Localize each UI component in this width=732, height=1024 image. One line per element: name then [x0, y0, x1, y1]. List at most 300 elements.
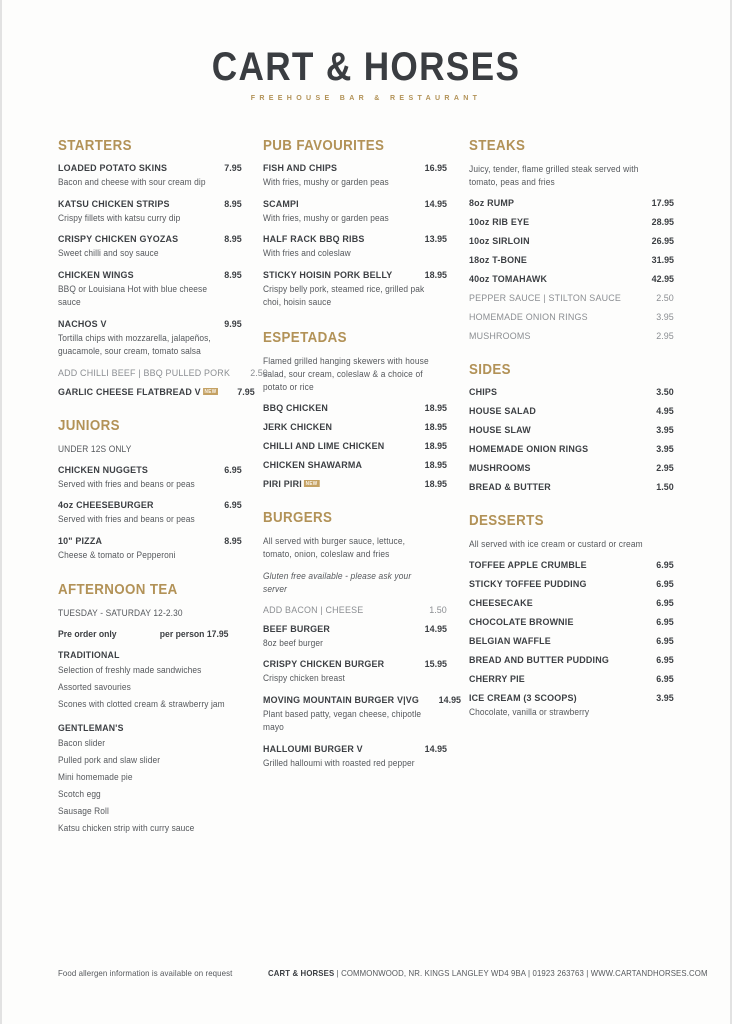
menu-item — [469, 312, 674, 323]
menu-item-row — [58, 536, 241, 547]
menu-item-name-text: CHICKEN WINGS — [58, 269, 134, 281]
menu-item-name — [263, 744, 363, 755]
menu-item-price: 3.95 — [656, 312, 674, 324]
section-heading: ESPETADAS — [263, 329, 348, 346]
menu-item-price: 2.95 — [656, 331, 674, 343]
menu-item-name — [469, 482, 551, 493]
allergen-note: Food allergen information is available on request — [58, 968, 233, 978]
menu-item-name-text: CRISPY CHICKEN GYOZAS — [58, 234, 179, 245]
menu-item-name — [58, 234, 178, 245]
menu-item — [263, 624, 446, 651]
menu-item-name — [469, 236, 530, 247]
menu-item-price: 16.95 — [424, 163, 447, 174]
menu-item-name — [469, 312, 588, 323]
menu-item — [469, 463, 674, 474]
menu-item-name-text: CHICKEN NUGGETS — [58, 464, 149, 476]
menu-item-name-text: 10" PIZZA — [58, 535, 103, 547]
menu-item-name-text: KATSU CHICKEN STRIPS — [58, 198, 170, 210]
menu-item-name — [469, 425, 531, 436]
menu-columns — [58, 138, 674, 840]
menu-item-name — [58, 368, 230, 379]
section-heading: BURGERS — [263, 509, 333, 526]
menu-item-name — [263, 460, 362, 471]
menu-item-name — [469, 331, 531, 342]
menu-item-row — [469, 198, 674, 209]
menu-section — [263, 138, 446, 310]
menu-item-name-text: 10oz SIRLOIN — [468, 236, 530, 248]
menu-item-price: 14.95 — [424, 198, 447, 210]
menu-item — [469, 198, 674, 209]
menu-item-row — [58, 319, 241, 330]
menu-item-name — [469, 693, 577, 704]
menu-item-row — [263, 479, 446, 490]
menu-item-row — [263, 441, 446, 452]
menu-item — [58, 163, 241, 190]
menu-item — [469, 236, 674, 247]
item-group-line: Scotch egg — [58, 788, 101, 799]
menu-item-description: Tortilla chips with mozzarella, jalapeños, guacamole, sour cream, tomato salsa — [58, 332, 211, 356]
menu-item-description: Chocolate, vanilla or strawberry — [468, 707, 589, 718]
menu-item-name-text: 8oz RUMP — [468, 198, 514, 210]
menu-item-price: 2.95 — [656, 463, 674, 475]
footer-address: COMMONWOOD, NR. KINGS LANGLEY WD4 9BA — [340, 968, 526, 978]
menu-item — [469, 655, 674, 666]
menu-item-name-text: CHEESECAKE — [468, 598, 533, 610]
menu-item-name — [58, 500, 154, 511]
menu-section — [469, 138, 674, 342]
menu-item-name — [58, 199, 170, 210]
menu-item-name-text: CHILLI AND LIME CHICKEN — [263, 440, 385, 452]
menu-item-price: 13.95 — [424, 234, 447, 245]
menu-item-row — [469, 406, 674, 417]
menu-item-name-text: BBQ CHICKEN — [263, 402, 329, 414]
menu-item-price: 18.95 — [424, 402, 447, 414]
item-group-line: Sausage Roll — [58, 805, 109, 816]
menu-item — [263, 441, 446, 452]
menu-item — [469, 579, 674, 590]
menu-item-row — [58, 234, 241, 245]
menu-item-name-text: NACHOS V — [58, 318, 107, 330]
menu-item-price: 6.95 — [656, 617, 674, 629]
menu-item-price: 3.50 — [656, 387, 674, 399]
menu-item-name — [58, 270, 134, 281]
menu-item-name-text: MUSHROOMS — [468, 463, 531, 475]
menu-item — [469, 425, 674, 436]
menu-item-name-text: STICKY HOISIN PORK BELLY — [263, 269, 393, 281]
menu-item — [469, 293, 674, 304]
menu-item-name-text: GARLIC CHEESE FLATBREAD V — [58, 386, 201, 398]
menu-item-name-text: HOUSE SLAW — [468, 425, 531, 437]
menu-item-price: 15.95 — [424, 659, 447, 671]
section-subtitle: Juicy, tender, flame grilled steak served with tomato, peas and fries — [468, 164, 639, 188]
menu-item-name — [469, 387, 497, 398]
menu-item-description: Served with fries and beans or peas — [58, 478, 195, 489]
menu-item-price: 2.50 — [250, 367, 268, 379]
item-group-line: Katsu chicken strip with curry sauce — [58, 822, 195, 833]
menu-item-price: 7.95 — [237, 386, 256, 398]
menu-item-description: With fries, mushy or garden peas — [263, 177, 390, 187]
menu-item-row — [469, 579, 674, 590]
menu-item — [263, 422, 446, 433]
menu-section — [58, 418, 241, 563]
menu-item-price: 3.95 — [656, 425, 674, 437]
menu-item-row — [263, 605, 446, 616]
menu-item-price: 6.95 — [223, 464, 242, 476]
section-meta-row — [58, 629, 228, 639]
menu-item — [58, 386, 256, 398]
menu-item-name — [469, 198, 514, 209]
menu-column — [58, 138, 268, 840]
menu-item-row — [469, 312, 674, 323]
menu-item-row — [58, 199, 241, 210]
menu-item-row — [469, 217, 674, 228]
menu-item-row — [263, 460, 446, 471]
menu-item-name — [469, 293, 621, 304]
menu-column — [263, 138, 468, 840]
menu-item — [263, 744, 446, 771]
menu-item-name-text: JERK CHICKEN — [263, 421, 333, 433]
menu-item-name-text: ADD BACON | CHEESE — [263, 604, 364, 616]
menu-item-name — [58, 465, 148, 476]
menu-item-price: 8.95 — [223, 269, 242, 281]
menu-item-name-text: HALLOUMI BURGER V — [263, 743, 364, 755]
new-badge: NEW — [204, 388, 217, 395]
menu-item-name-text: HOUSE SALAD — [468, 406, 536, 418]
menu-item-row — [263, 234, 446, 245]
menu-item-price: 1.50 — [429, 604, 447, 616]
menu-item-name-text: BREAD AND BUTTER PUDDING — [468, 655, 609, 667]
menu-item-name — [58, 319, 107, 330]
menu-item-row — [469, 655, 674, 666]
menu-item-name-text: HALF RACK BBQ RIBS — [263, 234, 365, 245]
menu-item-name-text: CRISPY CHICKEN BURGER — [263, 659, 385, 671]
menu-item-description: Crispy belly pork, steamed rice, grilled pak choi, hoisin sauce — [263, 283, 425, 307]
menu-item-name-text: CHOCOLATE BROWNIE — [468, 617, 574, 629]
menu-item-row — [263, 199, 446, 210]
menu-item — [469, 693, 674, 720]
menu-item — [263, 659, 446, 686]
menu-item-row — [469, 444, 674, 455]
footer-sep-1: | — [333, 968, 341, 978]
menu-item-price: 9.95 — [223, 318, 242, 330]
section-heading: JUNIORS — [58, 417, 120, 434]
menu-item-name-text: MOVING MOUNTAIN BURGER V|VG — [263, 694, 420, 706]
menu-item-description: With fries and coleslaw — [263, 248, 352, 258]
menu-item-name-text: TOFFEE APPLE CRUMBLE — [468, 560, 587, 572]
menu-item-name-text: SCAMPI — [263, 198, 300, 210]
menu-item-name-text: PIRI PIRI — [263, 478, 303, 490]
menu-item-row — [263, 422, 446, 433]
menu-item-name — [469, 598, 533, 609]
menu-item-price: 2.50 — [656, 293, 674, 305]
menu-item-row — [469, 674, 674, 685]
menu-item — [58, 270, 241, 310]
menu-item-name — [469, 274, 547, 285]
menu-item-price: 6.95 — [656, 579, 674, 591]
menu-item — [469, 387, 674, 398]
menu-item-row — [263, 659, 446, 670]
menu-item-price: 8.95 — [223, 234, 242, 245]
menu-item-row — [263, 624, 446, 635]
menu-item — [469, 598, 674, 609]
menu-item-price: 14.95 — [424, 623, 447, 635]
menu-item-row — [58, 270, 241, 281]
footer-phone: 01923 263763 — [532, 968, 584, 978]
menu-item-row — [58, 500, 241, 511]
menu-item-price: 42.95 — [651, 274, 674, 286]
menu-item-price: 6.95 — [656, 655, 674, 667]
menu-item-name — [263, 422, 332, 433]
menu-item-row — [58, 386, 256, 398]
menu-item — [263, 234, 446, 261]
menu-item-name — [263, 624, 330, 635]
menu-item-name — [58, 163, 167, 174]
menu-item-price: 6.95 — [656, 674, 674, 686]
menu-section — [58, 582, 241, 835]
menu-section — [263, 330, 446, 490]
menu-item-name — [469, 444, 588, 455]
menu-item-row — [469, 236, 674, 247]
menu-item-name-text: 18oz T-BONE — [468, 255, 527, 267]
menu-item-name-text: ADD CHILLI BEEF | BBQ PULLED PORK — [58, 367, 231, 379]
item-group-line: Selection of freshly made sandwiches — [58, 665, 202, 676]
menu-item-name — [58, 387, 218, 398]
menu-item-name-text: HOMEMADE ONION RINGS — [468, 312, 588, 324]
menu-item-row — [469, 425, 674, 436]
section-meta-left: Pre order only — [58, 629, 117, 640]
item-group-line: Mini homemade pie — [58, 771, 133, 782]
section-subtitle: UNDER 12S ONLY — [58, 443, 132, 454]
menu-item-name-text: PEPPER SAUCE | STILTON SAUCE — [468, 293, 621, 305]
new-badge: NEW — [305, 480, 318, 487]
menu-item-row — [469, 274, 674, 285]
menu-item-name-text: LOADED POTATO SKINS — [58, 163, 168, 174]
menu-item-row — [263, 163, 446, 174]
menu-item-description: Sweet chilli and soy sauce — [58, 248, 159, 258]
menu-item-name — [469, 463, 531, 474]
menu-item-name-text: CHERRY PIE — [468, 674, 525, 686]
section-heading: DESSERTS — [468, 513, 544, 530]
menu-item-description: Crispy chicken breast — [263, 673, 346, 684]
menu-item — [263, 163, 446, 190]
menu-item-price: 18.95 — [424, 269, 447, 281]
menu-item-price: 14.95 — [424, 743, 447, 755]
menu-footer — [58, 968, 708, 978]
menu-item-row — [263, 403, 446, 414]
menu-item-name-text: ICE CREAM (3 SCOOPS) — [468, 693, 577, 705]
menu-item-price: 6.95 — [656, 636, 674, 648]
menu-item-name-text: FISH AND CHIPS — [263, 163, 338, 174]
menu-item-price: 7.95 — [223, 163, 242, 174]
menu-item-name — [58, 536, 102, 547]
menu-item-price: 18.95 — [424, 421, 447, 433]
section-subtitle: TUESDAY - SATURDAY 12-2.30 — [58, 608, 183, 619]
section-heading: STEAKS — [468, 138, 525, 154]
menu-item-price: 18.95 — [424, 459, 447, 471]
menu-item-description: Bacon and cheese with sour cream dip — [58, 177, 206, 187]
menu-item-price: 26.95 — [651, 236, 674, 248]
menu-item — [263, 694, 462, 735]
section-heading: SIDES — [468, 362, 511, 379]
menu-item-price: 3.95 — [656, 444, 674, 456]
section-heading: AFTERNOON TEA — [58, 582, 178, 599]
menu-item — [58, 319, 241, 359]
item-group-title: GENTLEMAN'S — [58, 721, 124, 733]
menu-item-name — [469, 579, 587, 590]
venue-contact-line — [268, 968, 708, 978]
section-subtitle: All served with burger sauce, lettuce, tomato, onion, coleslaw and fries — [263, 535, 406, 559]
menu-item-description: Served with fries and beans or peas — [58, 514, 195, 525]
menu-item — [469, 636, 674, 647]
menu-item-price: 8.95 — [223, 535, 242, 547]
section-meta-right: per person 17.95 — [159, 629, 229, 640]
menu-item — [263, 605, 446, 616]
item-group-title: TRADITIONAL — [58, 649, 120, 661]
item-group-line: Scones with clotted cream & strawberry jam — [58, 698, 225, 709]
menu-item-price: 18.95 — [424, 478, 447, 490]
menu-item — [469, 674, 674, 685]
menu-item — [58, 367, 268, 379]
menu-item-name — [263, 270, 392, 281]
menu-item — [469, 560, 674, 571]
menu-item-name — [469, 674, 525, 685]
menu-item-price: 17.95 — [651, 198, 674, 210]
item-group-line: Bacon slider — [58, 737, 106, 748]
menu-item — [469, 217, 674, 228]
menu-item-price: 31.95 — [651, 255, 674, 267]
menu-section — [469, 513, 674, 720]
menu-item — [263, 199, 446, 226]
menu-item-name — [263, 234, 365, 245]
menu-item-price: 18.95 — [424, 440, 447, 452]
menu-item-name-text: 40oz TOMAHAWK — [468, 274, 547, 286]
menu-item-name — [263, 479, 319, 490]
menu-item — [263, 270, 446, 310]
item-group-line: Assorted savouries — [58, 682, 131, 693]
menu-item — [469, 482, 674, 493]
item-group-line: Pulled pork and slaw slider — [58, 754, 161, 765]
footer-website[interactable]: WWW.CARTANDHORSES.COM — [590, 968, 708, 978]
menu-item-name — [263, 163, 337, 174]
brand-subtitle: FREEHOUSE BAR & RESTAURANT — [250, 93, 482, 102]
menu-item — [58, 465, 241, 492]
menu-item-price: 1.50 — [656, 482, 674, 494]
menu-item — [469, 331, 674, 342]
menu-item-description: Cheese & tomato or Pepperoni — [58, 549, 176, 560]
menu-item-row — [58, 465, 241, 476]
menu-item-price: 4.95 — [656, 406, 674, 418]
menu-item-name — [469, 655, 609, 666]
menu-item-row — [58, 367, 268, 379]
section-heading: PUB FAVOURITES — [263, 138, 385, 154]
menu-item-name — [263, 441, 384, 452]
menu-item-description: 8oz beef burger — [263, 637, 324, 648]
menu-item — [58, 199, 241, 226]
menu-item-price: 3.95 — [656, 693, 674, 705]
menu-item-price: 6.95 — [656, 560, 674, 572]
menu-item-row — [469, 598, 674, 609]
menu-item-row — [469, 387, 674, 398]
menu-item-row — [263, 744, 446, 755]
menu-item-name — [469, 560, 587, 571]
menu-item-name-text: MUSHROOMS — [468, 331, 531, 343]
menu-item — [263, 479, 446, 490]
menu-item-name-text: HOMEMADE ONION RINGS — [468, 444, 588, 456]
menu-item-price: 8.95 — [223, 198, 242, 210]
menu-item-name-text: 4oz CHEESEBURGER — [58, 500, 154, 512]
menu-item-row — [469, 693, 674, 704]
menu-item-name-text: BREAD & BUTTER — [468, 482, 551, 494]
menu-item — [58, 234, 241, 261]
menu-item-name — [263, 695, 419, 706]
menu-item-name-text: 10oz RIB EYE — [468, 217, 529, 229]
menu-item-row — [469, 255, 674, 266]
menu-item-row — [469, 617, 674, 628]
menu-section — [469, 362, 674, 493]
menu-item-name — [263, 403, 328, 414]
menu-item-row — [469, 331, 674, 342]
menu-item-name — [469, 255, 527, 266]
menu-item-row — [469, 293, 674, 304]
menu-item-row — [263, 270, 446, 281]
menu-item — [58, 500, 241, 527]
menu-section — [58, 138, 268, 398]
menu-item-row — [469, 482, 674, 493]
menu-header — [58, 0, 674, 102]
menu-item — [58, 536, 241, 563]
menu-item-description: With fries, mushy or garden peas — [263, 212, 390, 223]
menu-item-price: 6.95 — [223, 500, 242, 512]
menu-item-row — [469, 463, 674, 474]
menu-item — [469, 406, 674, 417]
menu-item-name-text: BEEF BURGER — [263, 623, 331, 635]
menu-item-name — [469, 617, 574, 628]
brand-title: CART & HORSES — [211, 45, 521, 89]
menu-item-row — [469, 636, 674, 647]
menu-item — [469, 255, 674, 266]
section-subtitle: Flamed grilled hanging skewers with house salad, sour cream, coleslaw & a choice of potato or rice — [263, 355, 430, 392]
menu-item-price: 6.95 — [656, 598, 674, 610]
menu-item-name-text: BELGIAN WAFFLE — [468, 636, 551, 648]
menu-item-name — [263, 199, 299, 210]
menu-column — [469, 138, 674, 840]
footer-sep-2: | — [525, 968, 533, 978]
menu-item — [263, 460, 446, 471]
menu-item-name — [263, 659, 384, 670]
menu-item-name — [469, 406, 536, 417]
menu-item-name — [469, 636, 551, 647]
menu-item-price: 28.95 — [651, 217, 674, 229]
menu-item-description: Plant based patty, vegan cheese, chipotle mayo — [263, 708, 422, 733]
menu-item-description: BBQ or Louisiana Hot with blue cheese sauce — [58, 283, 208, 307]
menu-item-row — [469, 560, 674, 571]
menu-item — [263, 403, 446, 414]
menu-item-description: Crispy fillets with katsu curry dip — [58, 212, 181, 223]
menu-item — [469, 617, 674, 628]
footer-venue-name: CART & HORSES — [267, 968, 334, 978]
footer-sep-3: | — [583, 968, 591, 978]
menu-section — [263, 509, 462, 771]
section-note: Gluten free available - please ask your server — [263, 570, 412, 594]
menu-item-name — [263, 605, 363, 616]
menu-item-row — [263, 694, 462, 706]
menu-item-description: Grilled halloumi with roasted red pepper — [263, 757, 416, 768]
menu-item-name-text: CHICKEN SHAWARMA — [263, 459, 363, 471]
section-subtitle: All served with ice cream or custard or cream — [468, 539, 643, 550]
menu-item-price: 14.95 — [438, 694, 462, 706]
menu-item-name-text: CHIPS — [468, 387, 497, 399]
menu-item-name — [469, 217, 529, 228]
